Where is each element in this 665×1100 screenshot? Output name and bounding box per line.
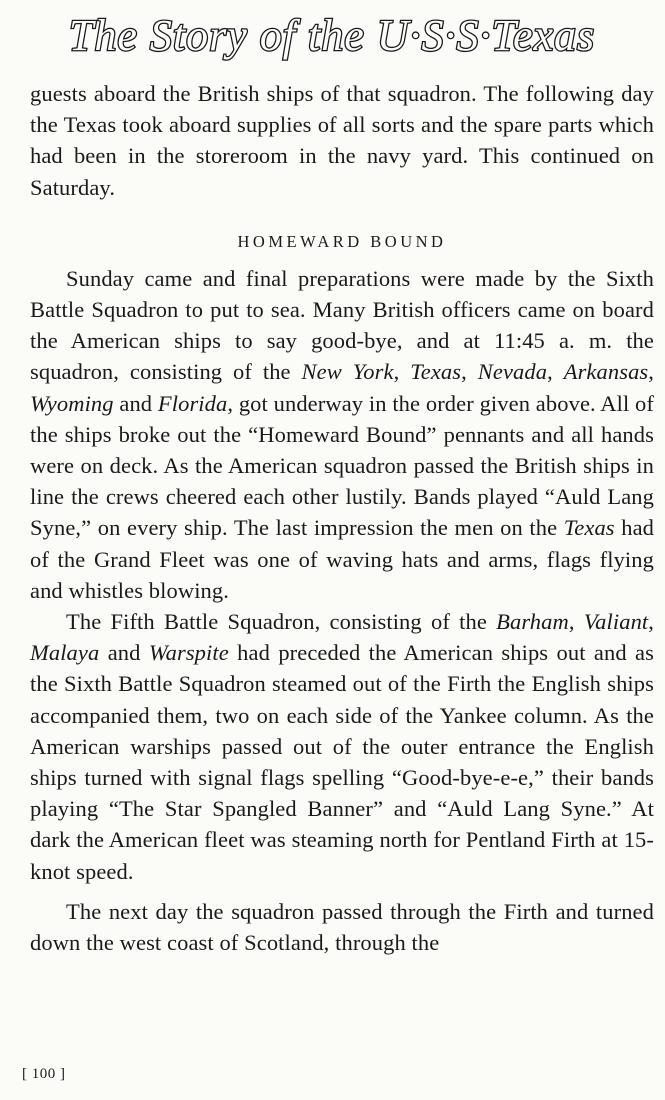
running-header (4, 6, 660, 64)
text-run: Sunday came and final preparations were made by the Sixth Battle Squadron to put to sea. Many British officers came on board the American ships to say good-bye, and at 11:45 a. m. the squadron, consisting of the (30, 265, 654, 385)
text-run: had of the Grand Fleet was one of waving hats and arms, flags flying and whistles blowing. (30, 515, 654, 603)
ship-name: Barham (496, 609, 569, 635)
ship-name: Florida (157, 390, 228, 416)
page-number: [ 100 ] (22, 1066, 66, 1082)
text-run: , (547, 359, 564, 385)
paragraph (30, 896, 654, 958)
text-run: , (648, 359, 655, 385)
paragraph (30, 606, 654, 887)
text-run: and (99, 640, 149, 666)
text-run: , (461, 359, 478, 385)
text-run: and (113, 390, 158, 416)
text-run: , got underway in the order given above. All of the ships broke out the “Homeward Bound” pennants and all hands were on deck. As the American squadron passed the British ships in line the crews cheered each other lustily. Bands played “Auld Lang Syne,” on every ship. The last impression the men on the (30, 390, 654, 541)
ship-name: Texas (410, 359, 462, 385)
ship-name: Nevada (477, 359, 548, 385)
ship-name: Warspite (148, 640, 229, 666)
text-run: The Fifth Battle Squadron, consisting of the (66, 609, 497, 635)
ship-name: Wyoming (30, 390, 114, 416)
body-text (30, 78, 654, 958)
ship-name: New York (301, 359, 394, 385)
text-run: , (568, 609, 584, 635)
ship-name: Malaya (30, 640, 100, 666)
text-run: had preceded the American ships out and as the Sixth Battle Squadron steamed out of the Firth the English ships accompanied them, two on each side of the Yankee column. As the American warships passed out of the outer entrance the English ships turned with signal flags spelling “Good-bye-e-e,” their bands playing “The Star Spangled Banner” and “Auld Lang Syne.” At dark the American fleet was steaming north for Pentland Firth at 15-knot speed. (30, 640, 654, 884)
section-heading: HOMEWARD BOUND (237, 231, 447, 251)
text-run: , (393, 359, 411, 385)
paragraph-continued: guests aboard the British ships of that squadron. The following day the Texas took aboard supplies of all sorts and the spare parts which had been in the storeroom in the navy yard. This continued on Saturday. (30, 81, 654, 200)
ship-name: Valiant (583, 609, 649, 635)
text-run: The next day the squadron passed through the Firth and turned down the west coast of Scotland, through the (30, 898, 654, 956)
ship-name: Texas (563, 515, 615, 541)
ship-name: Arkansas (563, 359, 649, 385)
header-title: The Story of the U·S·S·Texas (68, 11, 596, 60)
decorative-title (4, 6, 660, 64)
paragraph (30, 263, 654, 606)
text-run: , (648, 609, 655, 635)
